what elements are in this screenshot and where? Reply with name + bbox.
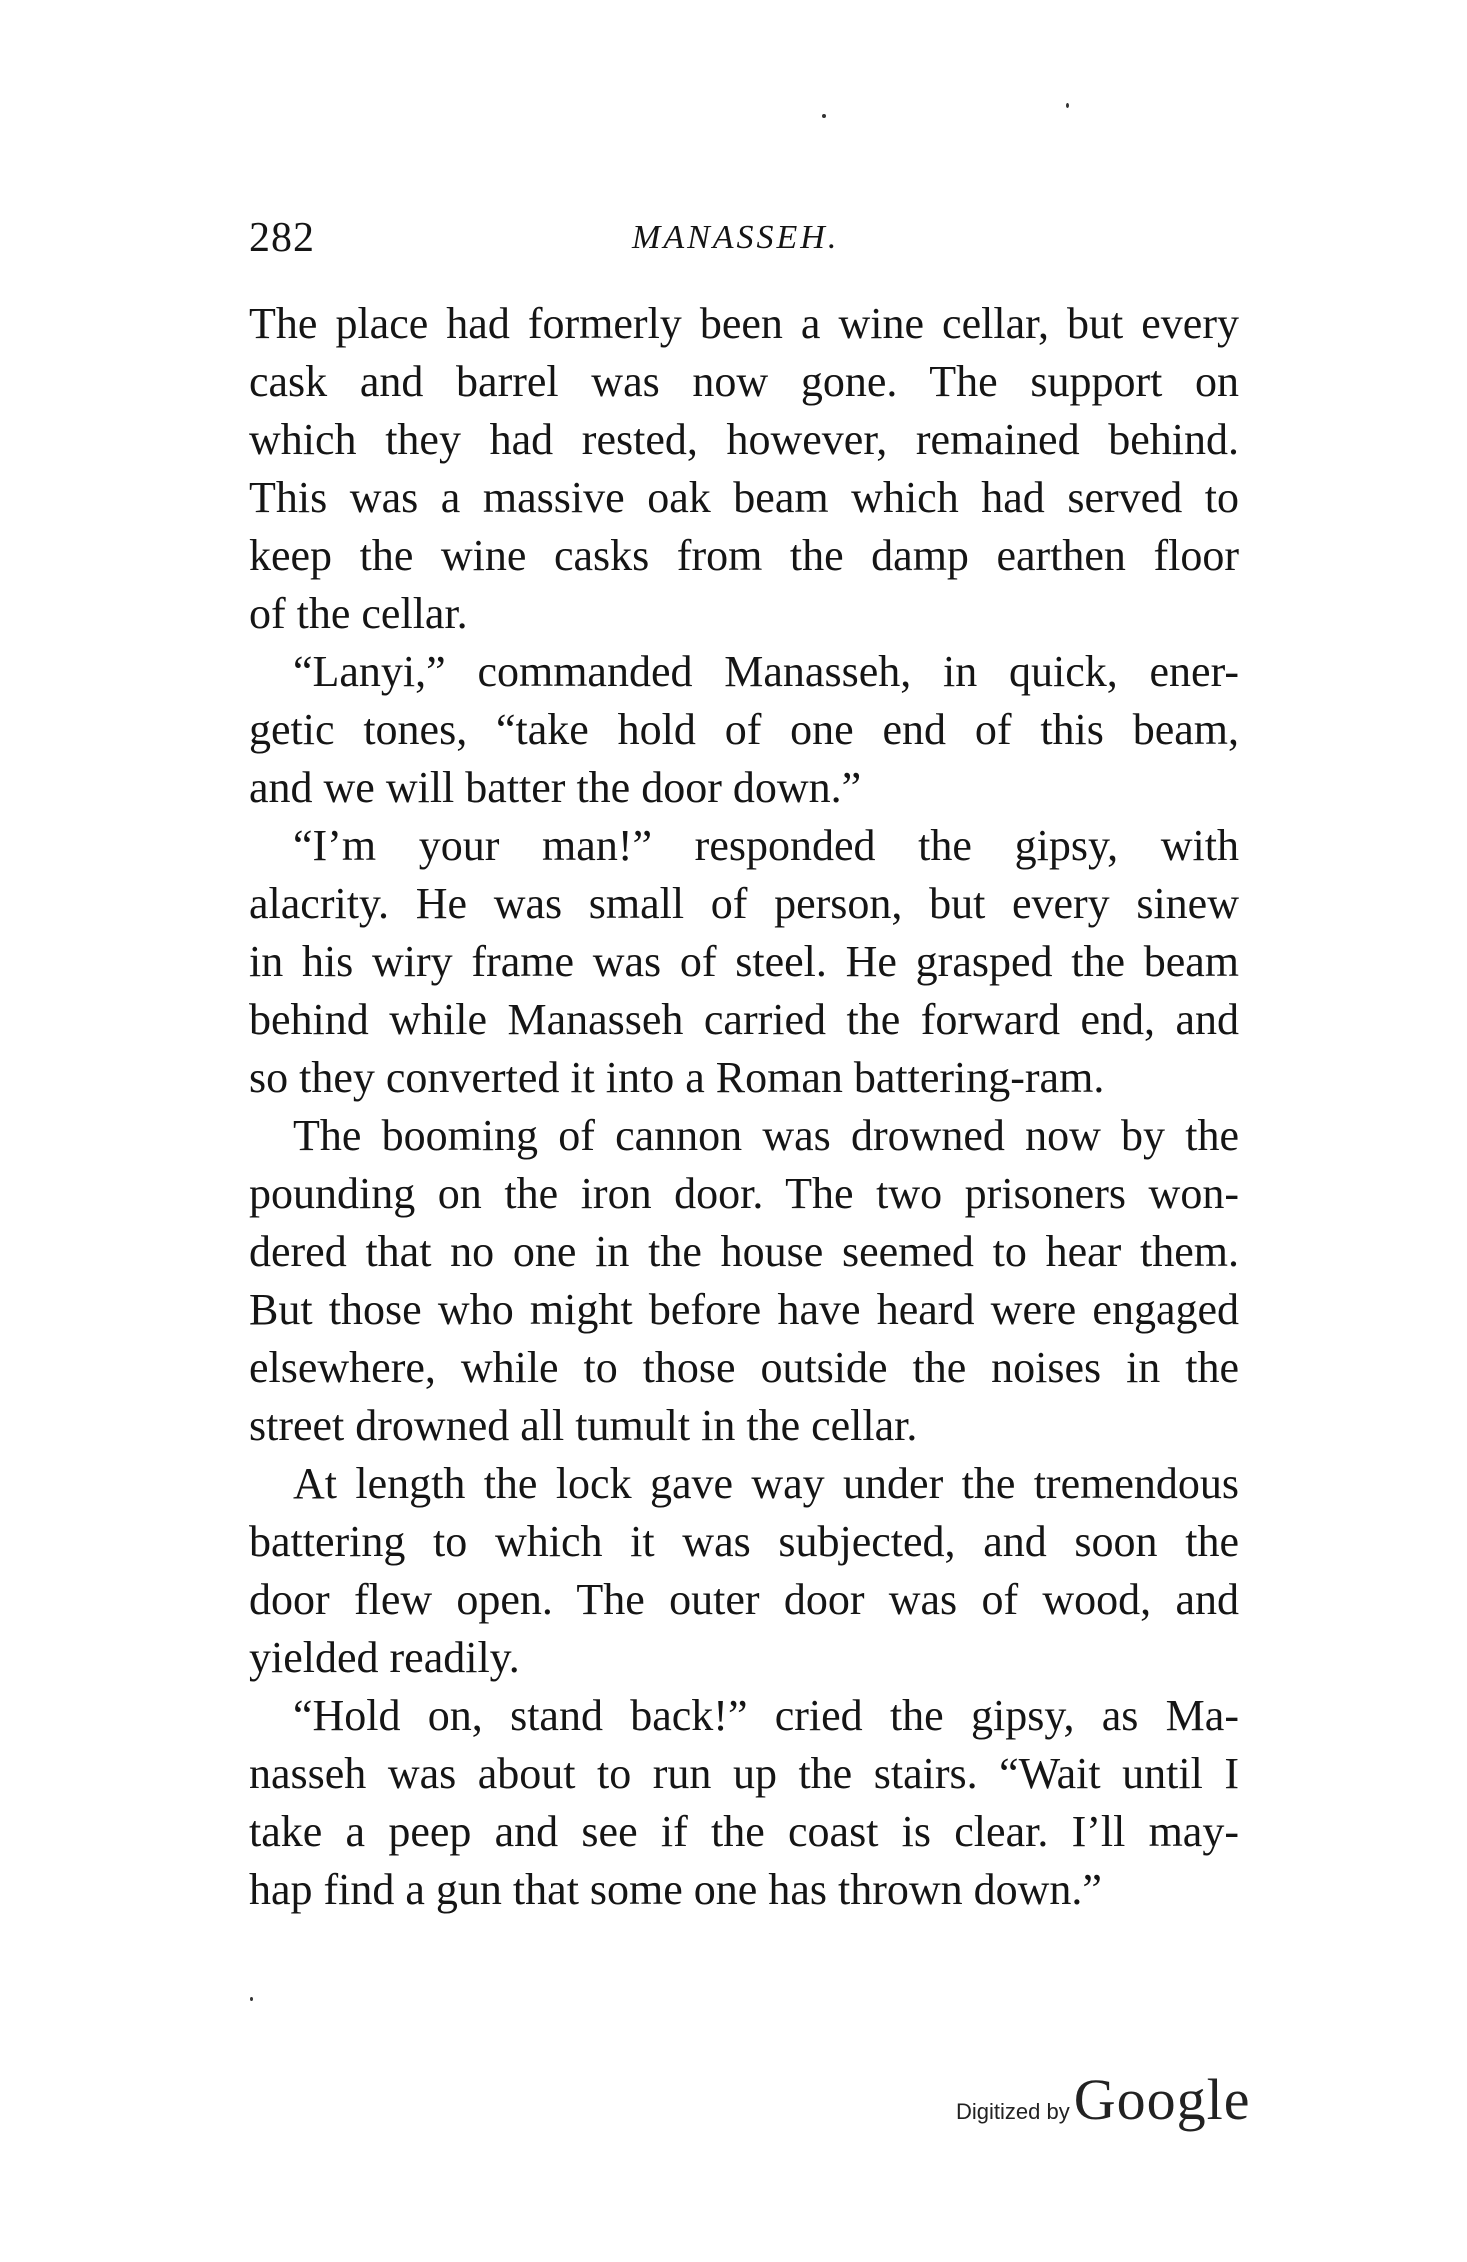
- text-line: This was a massive oak beam which had served to: [249, 473, 1239, 522]
- text-line: The place had formerly been a wine cellar, but every: [249, 299, 1239, 348]
- text-line: alacrity. He was small of person, but every sinew: [249, 879, 1239, 928]
- digitized-label: Digitized by: [956, 2099, 1070, 2124]
- text-line: and we will batter the door down.”: [249, 763, 862, 812]
- text-line: At length the lock gave way under the tremendous: [293, 1459, 1239, 1508]
- paragraph: [249, 1687, 1239, 1919]
- text-line: “Hold on, stand back!” cried the gipsy, as Ma-: [293, 1691, 1239, 1740]
- text-line: But those who might before have heard were engaged: [249, 1285, 1239, 1334]
- running-title: MANASSEH.: [632, 219, 840, 256]
- text-line: battering to which it was subjected, and soon the: [249, 1517, 1239, 1566]
- page-number: 282: [249, 215, 315, 261]
- text-line: keep the wine casks from the damp earthen floor: [249, 531, 1239, 580]
- text-line: hap find a gun that some one has thrown down.”: [249, 1865, 1102, 1914]
- paragraph: [249, 1455, 1239, 1687]
- text-line: “I’m your man!” responded the gipsy, with: [293, 821, 1239, 870]
- text-line: street drowned all tumult in the cellar.: [249, 1401, 918, 1450]
- text-line: of the cellar.: [249, 589, 468, 638]
- text-line: cask and barrel was now gone. The support on: [249, 357, 1239, 406]
- text-line: so they converted it into a Roman battering-ram.: [249, 1053, 1105, 1102]
- text-line: dered that no one in the house seemed to hear them.: [249, 1227, 1239, 1276]
- scan-speck: [822, 114, 826, 118]
- text-line: The booming of cannon was drowned now by the: [293, 1111, 1239, 1160]
- text-line: take a peep and see if the coast is clear. I’ll may-: [249, 1807, 1239, 1856]
- body-text: [249, 295, 1239, 1919]
- text-line: in his wiry frame was of steel. He grasped the beam: [249, 937, 1239, 986]
- text-line: yielded readily.: [249, 1633, 520, 1682]
- text-line: pounding on the iron door. The two prisoners won-: [249, 1169, 1239, 1218]
- text-line: getic tones, “take hold of one end of this beam,: [249, 705, 1239, 754]
- text-line: “Lanyi,” commanded Manasseh, in quick, ener-: [293, 647, 1239, 696]
- text-line: elsewhere, while to those outside the noises in the: [249, 1343, 1239, 1392]
- paragraph: [249, 817, 1239, 1107]
- google-wordmark: Google: [1073, 2067, 1251, 2132]
- scan-speck: [1066, 103, 1069, 108]
- text-line: behind while Manasseh carried the forward end, and: [249, 995, 1239, 1044]
- digitized-by-google-watermark: [956, 2066, 1250, 2146]
- scan-speck: [250, 1997, 253, 2001]
- paragraph: [249, 643, 1239, 817]
- page-header: [249, 208, 1239, 268]
- paragraph: [249, 295, 1239, 643]
- text-line: door flew open. The outer door was of wood, and: [249, 1575, 1239, 1624]
- text-line: nasseh was about to run up the stairs. “Wait until I: [249, 1749, 1239, 1798]
- text-line: which they had rested, however, remained behind.: [249, 415, 1239, 464]
- paragraph: [249, 1107, 1239, 1455]
